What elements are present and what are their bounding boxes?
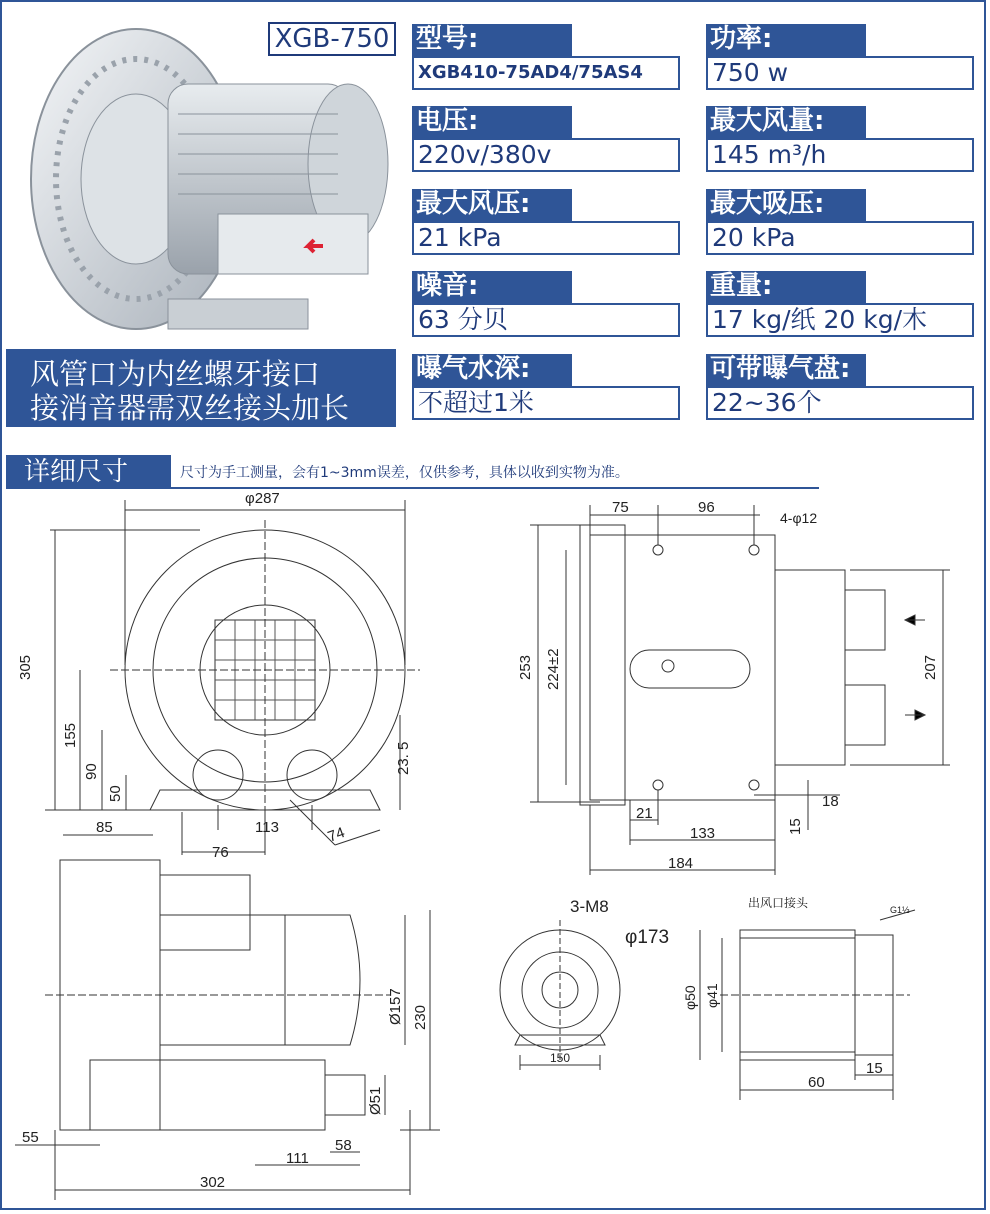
outlet-thread: G1½ [890, 905, 910, 915]
dim-small-m8: 3-M8 [570, 897, 609, 916]
spec-suction-value: 20 kPa [706, 221, 974, 255]
spec-voltage-label: 电压: [412, 106, 572, 138]
dim-front-23: 23. 5 [395, 741, 412, 775]
dim-front-287: φ287 [245, 490, 280, 507]
spec-pressure-label: 最大风压: [412, 189, 572, 221]
note-line-1: 风管口为内丝螺牙接口 [30, 357, 321, 391]
spec-noise-label: 噪音: [412, 271, 572, 303]
dim-bottom-85: 85 [96, 819, 113, 836]
section-note: 尺寸为手工测量，会有1~3mm误差，仅供参考，具体以收到实物为准。 [180, 465, 629, 481]
spec-weight [706, 271, 974, 337]
dim-small-150: 150 [550, 1051, 571, 1065]
outlet-15: 15 [866, 1060, 883, 1077]
spec-power [706, 24, 974, 90]
dim-front-305: 305 [17, 654, 34, 680]
note-line-2: 接消音器需双丝接头加长 [30, 391, 350, 425]
spec-suction [706, 189, 974, 255]
outlet-title: 出风口接头 [748, 896, 809, 910]
section-title: 详细尺寸 [6, 455, 171, 489]
dim-bottom-230: 230 [412, 1004, 429, 1030]
dim-front-76: 76 [212, 844, 229, 861]
dim-front-155: 155 [62, 722, 79, 748]
dim-side-184: 184 [668, 855, 694, 872]
spec-noise-value: 63 分贝 [412, 303, 680, 337]
spec-voltage [412, 106, 680, 172]
spec-air-volume-label: 最大风量: [706, 106, 866, 138]
spec-model-label: 型号: [412, 24, 572, 56]
dim-side-holes: 4-φ12 [780, 510, 818, 526]
dim-small-173: φ173 [625, 927, 670, 948]
spec-suction-label: 最大吸压: [706, 189, 866, 221]
outlet-60: 60 [808, 1074, 825, 1091]
dim-side-133: 133 [690, 825, 716, 842]
dim-side-224: 224±2 [545, 648, 562, 690]
model-tag: XGB-750 [268, 22, 396, 56]
spec-discs-value: 22~36个 [706, 386, 974, 420]
dim-bottom-302: 302 [200, 1174, 226, 1191]
spec-power-value: 750 w [706, 56, 974, 90]
spec-weight-value: 17 kg/纸 20 kg/木 [706, 303, 974, 337]
spec-pressure-value: 21 kPa [412, 221, 680, 255]
spec-depth [412, 354, 680, 420]
dim-front-90: 90 [83, 763, 100, 780]
dim-front-74: 74 [325, 824, 348, 846]
dim-side-96: 96 [698, 499, 715, 516]
spec-weight-label: 重量: [706, 271, 866, 303]
spec-depth-value: 不超过1米 [412, 386, 680, 420]
dim-side-207: 207 [922, 654, 939, 680]
outlet-41: φ41 [704, 983, 720, 1008]
spec-noise [412, 271, 680, 337]
dim-front-113: 113 [255, 819, 279, 836]
spec-discs-label: 可带曝气盘: [706, 354, 866, 386]
dim-side-18: 18 [822, 793, 839, 810]
spec-air-volume [706, 106, 974, 172]
spec-power-label: 功率: [706, 24, 866, 56]
dim-bottom-55: 55 [22, 1129, 39, 1146]
dim-side-253: 253 [517, 654, 534, 680]
dim-front-50: 50 [107, 785, 124, 802]
spec-voltage-value: 220v/380v [412, 138, 680, 172]
dim-bottom-51: Ø51 [367, 1086, 384, 1115]
spec-model [412, 24, 680, 90]
dim-side-21: 21 [636, 805, 653, 822]
outlet-50: φ50 [682, 985, 698, 1010]
spec-discs [706, 354, 974, 420]
blower-photo [18, 14, 398, 344]
spec-air-volume-value: 145 m³/h [706, 138, 974, 172]
dim-bottom-111: 111 [286, 1150, 309, 1167]
dim-side-15: 15 [787, 818, 804, 835]
spec-pressure [412, 189, 680, 255]
dimension-drawings [0, 490, 990, 1210]
section-divider [171, 487, 819, 489]
spec-model-value: XGB410-75AD4/75AS4 [412, 56, 680, 90]
dim-bottom-58: 58 [335, 1137, 352, 1154]
note-box [6, 349, 396, 427]
spec-depth-label: 曝气水深: [412, 354, 572, 386]
dim-bottom-157: Ø157 [387, 988, 404, 1025]
dim-side-75: 75 [612, 499, 629, 516]
